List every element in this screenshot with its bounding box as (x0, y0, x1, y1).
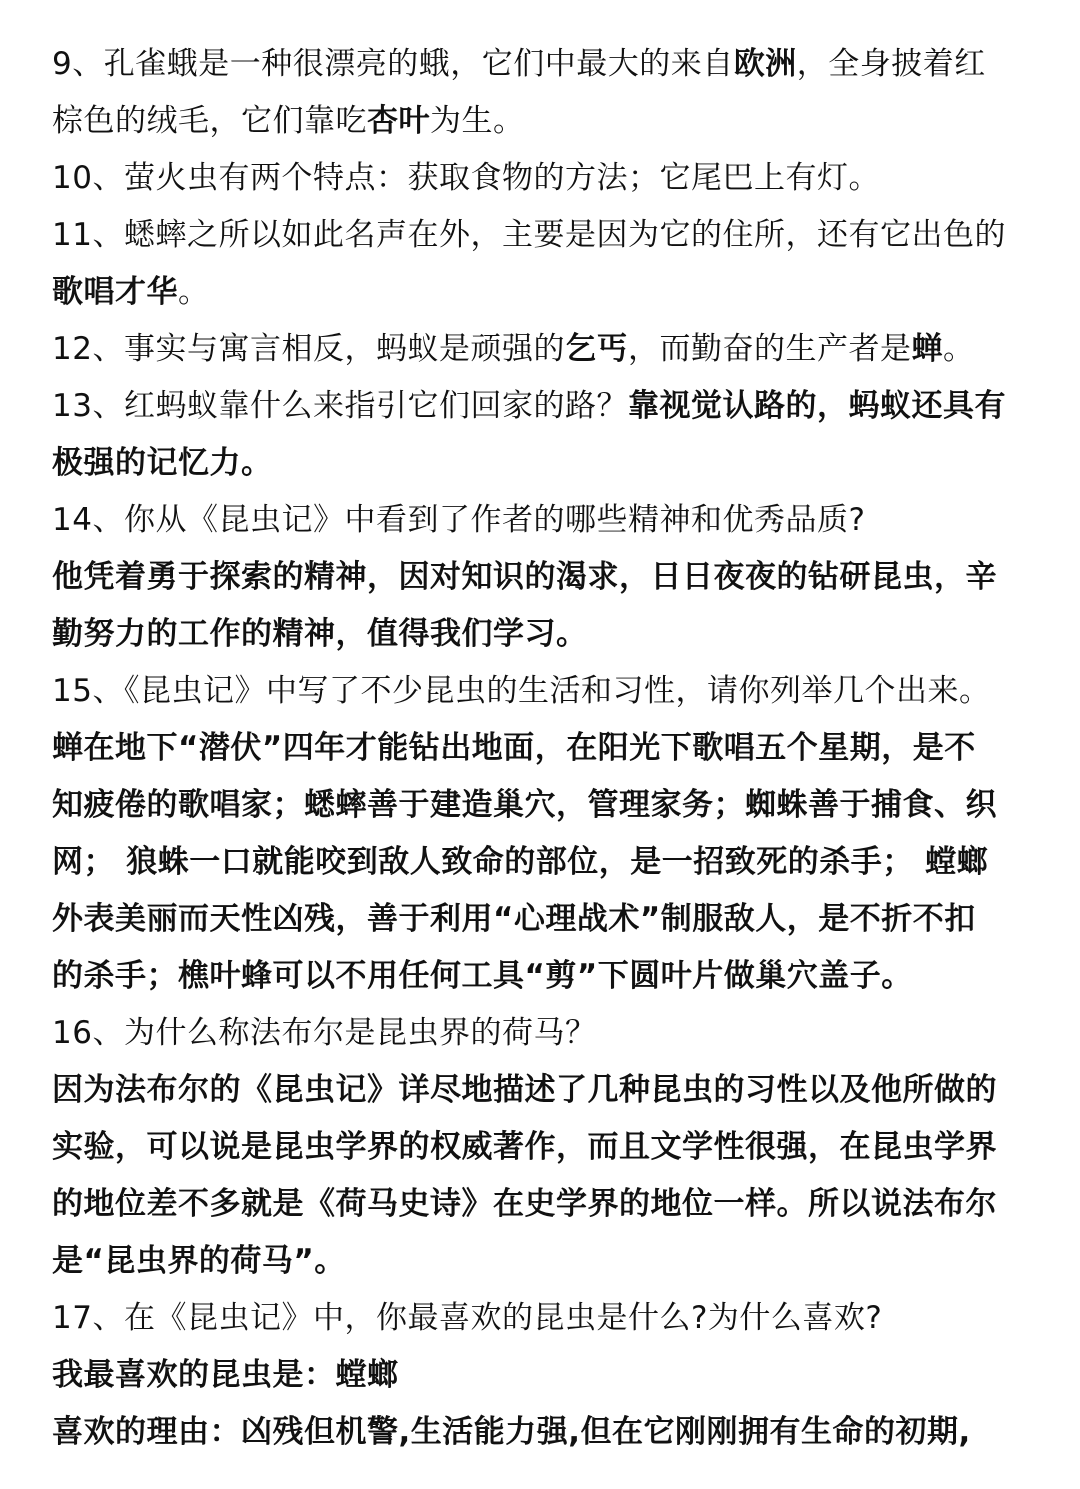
text-segment: ，而勤奋的生产者是 (627, 331, 912, 367)
text-segment: 。 (942, 331, 975, 367)
text-segment: 。 (178, 274, 210, 310)
text-line (52, 1005, 1032, 1062)
text-line (52, 606, 1032, 663)
text-segment: 10、萤火虫有两个特点：获取食物的方法；它尾巴上有灯。 (52, 160, 880, 196)
text-segment: ，全身披着红 (796, 46, 986, 82)
text-line (52, 834, 1032, 891)
text-line (52, 1119, 1032, 1176)
text-line (52, 891, 1032, 948)
document-body (52, 36, 1032, 1461)
bold-text-segment: 蝉在地下“潜伏”四年才能钻出地面，在阳光下歌唱五个星期，是不 (52, 730, 976, 766)
bold-text-segment: 的地位差不多就是《荷马史诗》在史学界的地位一样。所以说法布尔 (52, 1186, 997, 1222)
text-line (52, 948, 1032, 1005)
bold-text-segment: 极强的记忆力。 (52, 445, 273, 481)
bold-text-segment: 靠视觉认路的，蚂蚁还具有 (627, 388, 1006, 424)
text-segment: 9、孔雀蛾是一种很漂亮的蛾，它们中最大的来自 (52, 46, 734, 82)
text-line (52, 264, 1032, 321)
text-line (52, 36, 1032, 93)
bold-text-segment: 歌唱才华 (52, 274, 178, 310)
bold-text-segment: 是“昆虫界的荷马”。 (52, 1243, 346, 1279)
bold-text-segment: 我最喜欢的昆虫是：螳螂 (52, 1357, 399, 1393)
bold-text-segment: 他凭着勇于探索的精神，因对知识的渴求，日日夜夜的钻研昆虫，辛 (52, 559, 997, 595)
text-segment: 11、蟋蟀之所以如此名声在外，主要是因为它的住所，还有它出色的 (52, 217, 1006, 253)
text-line (52, 321, 1032, 378)
bold-text-segment: 乞丐 (564, 331, 628, 367)
text-line (52, 1347, 1032, 1404)
bold-text-segment: 蝉 (911, 331, 943, 367)
text-line (52, 1404, 1032, 1461)
text-line (52, 435, 1032, 492)
text-line (52, 663, 1032, 720)
text-segment: 13、红蚂蚁靠什么来指引它们回家的路？ (52, 388, 628, 424)
bold-text-segment: 外表美丽而天性凶残，善于利用“心理战术”制服敌人，是不折不扣 (52, 901, 976, 937)
text-line (52, 1062, 1032, 1119)
bold-text-segment: 因为法布尔的《昆虫记》详尽地描述了几种昆虫的习性以及他所做的 (52, 1072, 997, 1108)
text-line (52, 720, 1032, 777)
text-segment: 15、《昆虫记》中写了不少昆虫的生活和习性，请你列举几个出来。 (52, 673, 991, 709)
text-segment: 16、为什么称法布尔是昆虫界的荷马？ (52, 1015, 597, 1051)
text-line (52, 1290, 1032, 1347)
text-line (52, 150, 1032, 207)
text-line (52, 1233, 1032, 1290)
bold-text-segment: 杏叶 (367, 103, 430, 139)
text-line (52, 549, 1032, 606)
text-segment: 14、你从《昆虫记》中看到了作者的哪些精神和优秀品质? (52, 502, 866, 538)
text-segment: 为生。 (430, 103, 525, 139)
bold-text-segment: 网； 狼蛛一口就能咬到敌人致命的部位，是一招致死的杀手； 螳螂 (52, 844, 989, 880)
bold-text-segment: 实验，可以说是昆虫学界的权威著作，而且文学性很强，在昆虫学界 (52, 1129, 997, 1165)
text-line (52, 1176, 1032, 1233)
bold-text-segment: 勤努力的工作的精神，值得我们学习。 (52, 616, 588, 652)
bold-text-segment: 欧洲 (733, 46, 797, 82)
text-line (52, 492, 1032, 549)
text-segment: 17、在《昆虫记》中，你最喜欢的昆虫是什么?为什么喜欢? (52, 1300, 883, 1336)
bold-text-segment: 喜欢的理由：凶残但机警,生活能力强,但在它刚刚拥有生命的初期, (52, 1414, 971, 1450)
text-segment: 棕色的绒毛，它们靠吃 (52, 103, 367, 139)
text-segment: 12、事实与寓言相反，蚂蚁是顽强的 (52, 331, 565, 367)
text-line (52, 777, 1032, 834)
text-line (52, 378, 1032, 435)
bold-text-segment: 的杀手；樵叶蜂可以不用任何工具“剪”下圆叶片做巢穴盖子。 (52, 958, 913, 994)
text-line (52, 93, 1032, 150)
text-line (52, 207, 1032, 264)
bold-text-segment: 知疲倦的歌唱家；蟋蟀善于建造巢穴，管理家务；蜘蛛善于捕食、织 (52, 787, 997, 823)
